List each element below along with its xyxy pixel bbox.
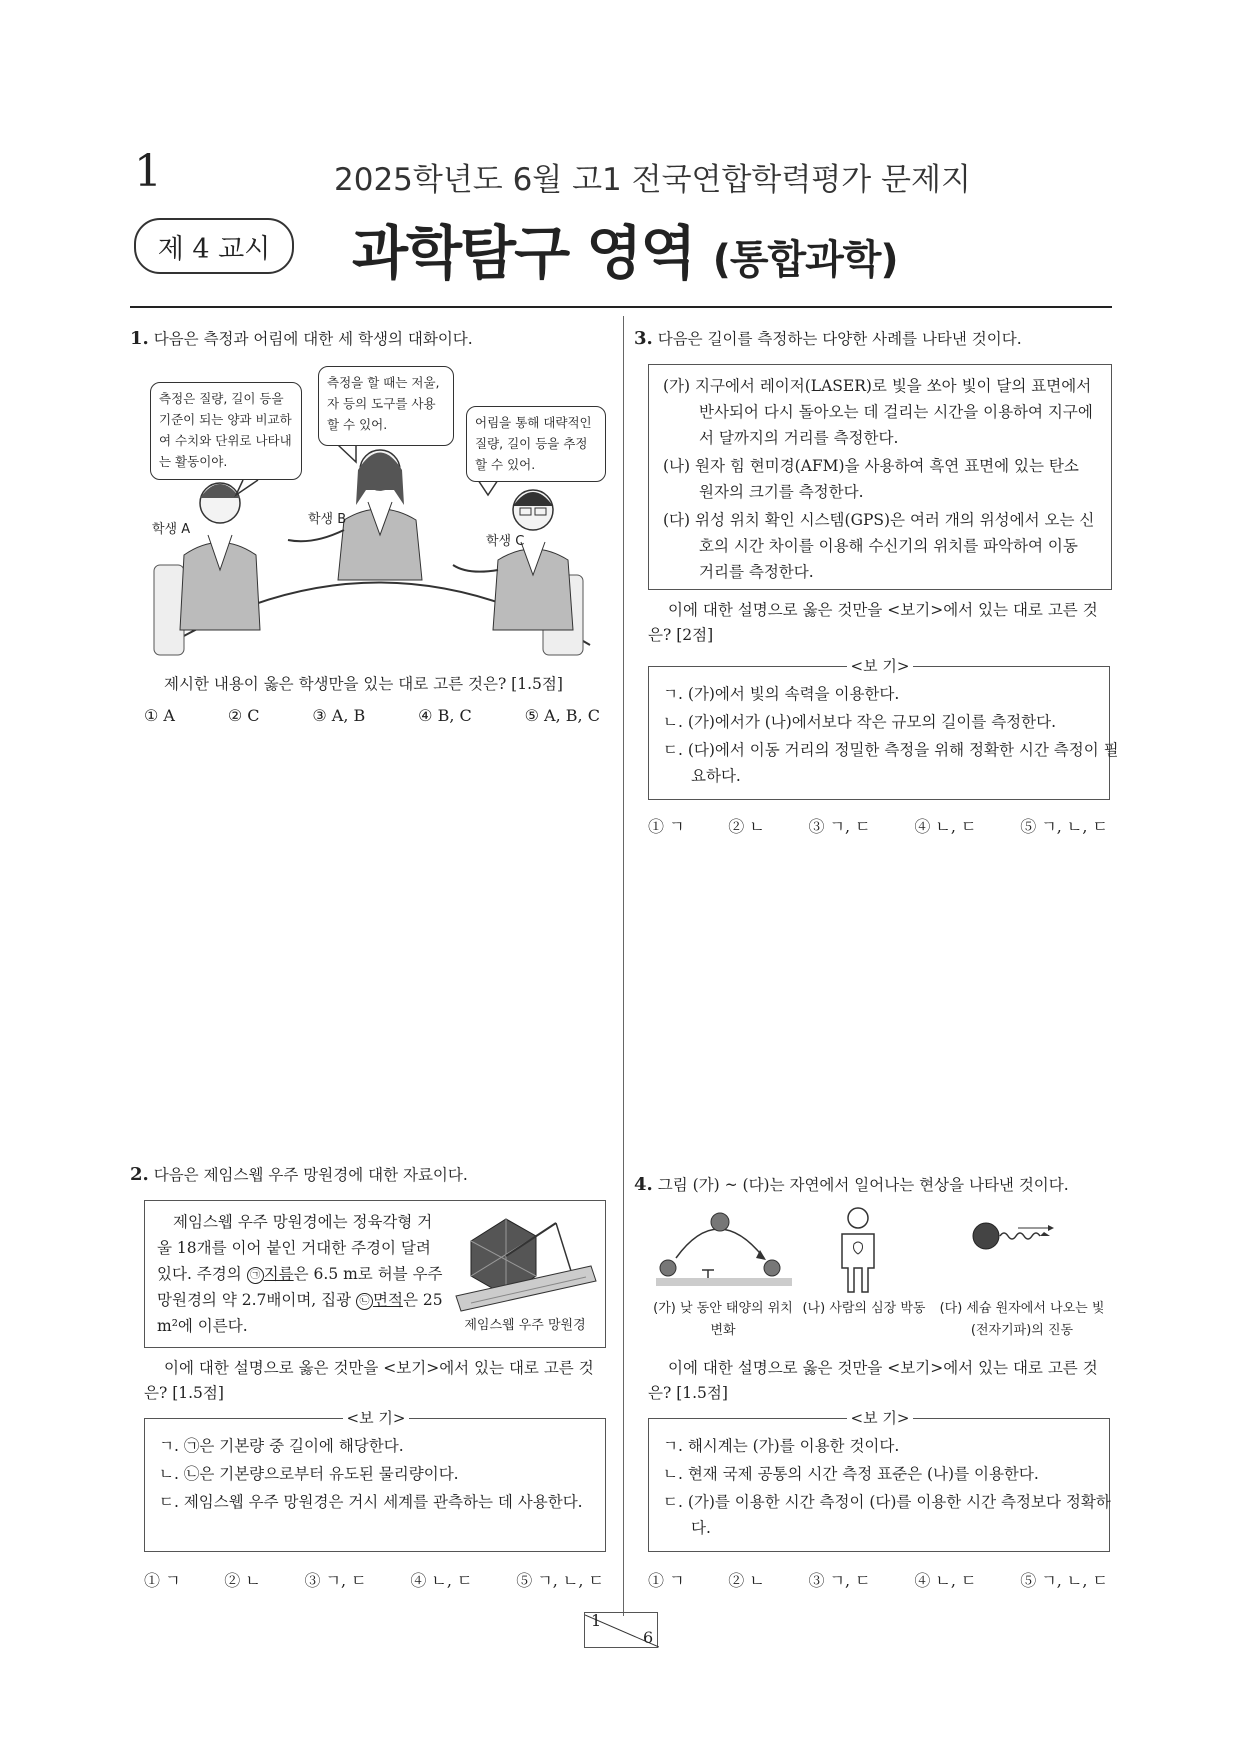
q4-stem <box>634 1172 1114 1198</box>
subject-main: 과학탐구 영역 <box>352 219 695 287</box>
page-indicator <box>584 1612 658 1648</box>
word-diameter: 지름 <box>263 1265 294 1283</box>
q4-bogi-box <box>648 1409 1111 1552</box>
q3-case-da: (다) 위성 위치 확인 시스템(GPS)은 여러 개의 위성에서 오는 신호의 시간 차이를 이용해 수신기의 위치를 파악하여 이동 거리를 측정한다. <box>663 511 1095 581</box>
q2-text-1: 제임스웹 우주 망원경에는 정육각형 거울 18개를 이어 붙인 거대한 주경이 달려 있다. 주경의 <box>157 1213 433 1283</box>
q4-figures <box>648 1206 1114 1296</box>
q3-item-2: ㄴ. (가)에서가 (나)에서보다 작은 규모의 길이를 측정한다. <box>663 713 1057 731</box>
q3-case-na: (나) 원자 힘 현미경(AFM)을 사용하여 흑연 표면에 있는 탄소 원자의 크기를 측정한다. <box>663 457 1079 501</box>
total-pages: 6 <box>643 1628 654 1647</box>
q3-stem <box>634 326 1114 352</box>
q4-stem-text: 그림 (가) ~ (다)는 자연에서 일어나는 현상을 나타낸 것이다. <box>657 1176 1069 1194</box>
q3-number: 3. <box>634 328 653 349</box>
label-student-c: 학생 C <box>486 534 525 549</box>
q4-number: 4. <box>634 1174 653 1195</box>
q2-text-2: 은 6.5 m로 허블 우주 망원경의 약 2.7배이며, 집광 <box>157 1265 443 1309</box>
q1-stem <box>130 326 610 352</box>
period-badge <box>134 218 294 274</box>
q4-choices <box>648 1568 1108 1591</box>
q3-bogi-title-text: <보 기> <box>847 657 914 675</box>
q2-choice-5[interactable]: ⑤ ㄱ, ㄴ, ㄷ <box>516 1571 604 1590</box>
q3-bogi-box <box>648 657 1119 800</box>
q3-cases-box <box>648 364 1112 590</box>
q1-choices <box>144 706 600 725</box>
label-student-b: 학생 B <box>308 512 347 527</box>
q3-choice-3[interactable]: ③ ㄱ, ㄷ <box>808 817 871 836</box>
q2-paragraph <box>157 1209 445 1339</box>
q4-item-2: ㄴ. 현재 국제 공통의 시간 측정 표준은 (나)를 이용한다. <box>663 1465 1039 1483</box>
q2-bogi-title-text: <보 기> <box>343 1409 410 1427</box>
q1-choice-1[interactable]: ① A <box>144 706 175 725</box>
q4-bogi-title <box>649 1407 1111 1428</box>
q4-choice-4[interactable]: ④ ㄴ, ㄷ <box>914 1571 977 1590</box>
mark-b: ㉡ <box>356 1293 373 1310</box>
q1-choice-4[interactable]: ④ B, C <box>418 706 472 725</box>
q2-item-3: ㄷ. 제임스웹 우주 망원경은 거시 세계를 관측하는 데 사용한다. <box>159 1493 583 1511</box>
q4-figures-image <box>648 1206 1114 1296</box>
header-rule <box>130 306 1112 308</box>
q3-stem-text: 다음은 길이를 측정하는 다양한 사례를 나타낸 것이다. <box>657 330 1022 348</box>
bubble-student-b <box>318 366 454 446</box>
q4-choice-3[interactable]: ③ ㄱ, ㄷ <box>808 1571 871 1590</box>
q2-choice-4[interactable]: ④ ㄴ, ㄷ <box>410 1571 473 1590</box>
q2-info-box <box>144 1200 606 1348</box>
q3-question: 이에 대한 설명으로 옳은 것만을 <보기>에서 있는 대로 고른 것은? [2점] <box>648 601 1098 644</box>
q1-choice-3[interactable]: ③ A, B <box>312 706 366 725</box>
bubble-student-c-text: 어림을 통해 대략적인 질량, 길이 등을 추정할 수 있어. <box>475 415 592 472</box>
period-label: 제 4 교시 <box>157 233 271 265</box>
q4-item-1: ㄱ. 해시계는 (가)를 이용한 것이다. <box>663 1437 900 1455</box>
q4-choice-1[interactable]: ① ㄱ <box>648 1571 685 1590</box>
bubble-student-a-text: 측정은 질량, 길이 등을 기준이 되는 양과 비교하여 수치와 단위로 나타내는 활동이야. <box>159 391 292 469</box>
q2-item-1: ㄱ. ㉠은 기본량 중 길이에 해당한다. <box>159 1437 404 1455</box>
q1-number: 1. <box>130 328 149 349</box>
q2-stem-text: 다음은 제임스웹 우주 망원경에 대한 자료이다. <box>153 1166 468 1184</box>
q2-choice-3[interactable]: ③ ㄱ, ㄷ <box>304 1571 367 1590</box>
q2-stem <box>130 1162 610 1188</box>
q4-caption-na: (나) 사람의 심장 박동 <box>802 1301 926 1316</box>
page-number: 1 <box>134 146 162 197</box>
q2-text-3: 은 25 m²에 이른다. <box>157 1291 443 1335</box>
q1-question: 제시한 내용이 옳은 학생만을 있는 대로 고른 것은? [1.5점] <box>164 675 563 693</box>
q2-choice-2[interactable]: ② ㄴ <box>224 1571 261 1590</box>
bubble-student-a <box>150 382 302 480</box>
q3-choice-5[interactable]: ⑤ ㄱ, ㄴ, ㄷ <box>1020 817 1108 836</box>
column-divider <box>623 316 624 1616</box>
q2-bogi-box <box>144 1409 606 1552</box>
bubble-student-c <box>466 406 606 482</box>
q3-case-ga: (가) 지구에서 레이저(LASER)로 빛을 쏘아 빛이 달의 표면에서 반사되어 다시 돌아오는 데 걸리는 시간을 이용하여 지구에서 달까지의 거리를 측정한다. <box>663 377 1093 447</box>
q4-caption-da: (다) 세슘 원자에서 나오는 빛(전자기파)의 진동 <box>939 1301 1105 1338</box>
q4-choice-5[interactable]: ⑤ ㄱ, ㄴ, ㄷ <box>1020 1571 1108 1590</box>
q3-item-3: ㄷ. (다)에서 이동 거리의 정밀한 측정을 위해 정확한 시간 측정이 필요하다. <box>663 741 1119 785</box>
q2-choice-1[interactable]: ① ㄱ <box>144 1571 181 1590</box>
q4-caption-ga: (가) 낮 동안 태양의 위치 변화 <box>653 1301 793 1338</box>
current-page: 1 <box>591 1611 602 1630</box>
q4-question: 이에 대한 설명으로 옳은 것만을 <보기>에서 있는 대로 고른 것은? [1.5점] <box>648 1359 1098 1402</box>
q3-item-1: ㄱ. (가)에서 빛의 속력을 이용한다. <box>663 685 900 703</box>
q1-choice-5[interactable]: ⑤ A, B, C <box>524 706 600 725</box>
q4-item-3: ㄷ. (가)를 이용한 시간 측정이 (다)를 이용한 시간 측정보다 정확하다. <box>663 1493 1111 1537</box>
q1-illustration <box>148 370 610 660</box>
telescope-caption: 제임스웹 우주 망원경 <box>464 1318 586 1333</box>
q2-question: 이에 대한 설명으로 옳은 것만을 <보기>에서 있는 대로 고른 것은? [1.5점] <box>144 1359 594 1402</box>
q2-choices <box>144 1568 604 1591</box>
q3-choice-1[interactable]: ① ㄱ <box>648 817 685 836</box>
q3-choice-4[interactable]: ④ ㄴ, ㄷ <box>914 817 977 836</box>
q3-choices <box>648 814 1108 837</box>
q2-item-2: ㄴ. ㉡은 기본량으로부터 유도된 물리량이다. <box>159 1465 459 1483</box>
q4-bogi-title-text: <보 기> <box>847 1409 914 1427</box>
mark-a: ㉠ <box>247 1267 264 1284</box>
subject-sub: (통합과학) <box>712 237 898 283</box>
telescope-image <box>451 1211 601 1315</box>
label-student-a: 학생 A <box>152 522 191 537</box>
q1-choice-2[interactable]: ② C <box>227 706 260 725</box>
q4-choice-2[interactable]: ② ㄴ <box>728 1571 765 1590</box>
q3-choice-2[interactable]: ② ㄴ <box>728 817 765 836</box>
q1-stem-text: 다음은 측정과 어림에 대한 세 학생의 대화이다. <box>153 330 473 348</box>
q3-bogi-title <box>649 655 1111 676</box>
q2-number: 2. <box>130 1164 149 1185</box>
bubble-student-b-text: 측정을 할 때는 저울, 자 등의 도구를 사용할 수 있어. <box>327 375 440 432</box>
subject-title <box>352 206 898 290</box>
exam-title: 2025학년도 6월 고1 전국연합학력평가 문제지 <box>334 162 971 198</box>
q2-bogi-title <box>145 1407 607 1428</box>
word-area: 면적 <box>373 1291 403 1309</box>
